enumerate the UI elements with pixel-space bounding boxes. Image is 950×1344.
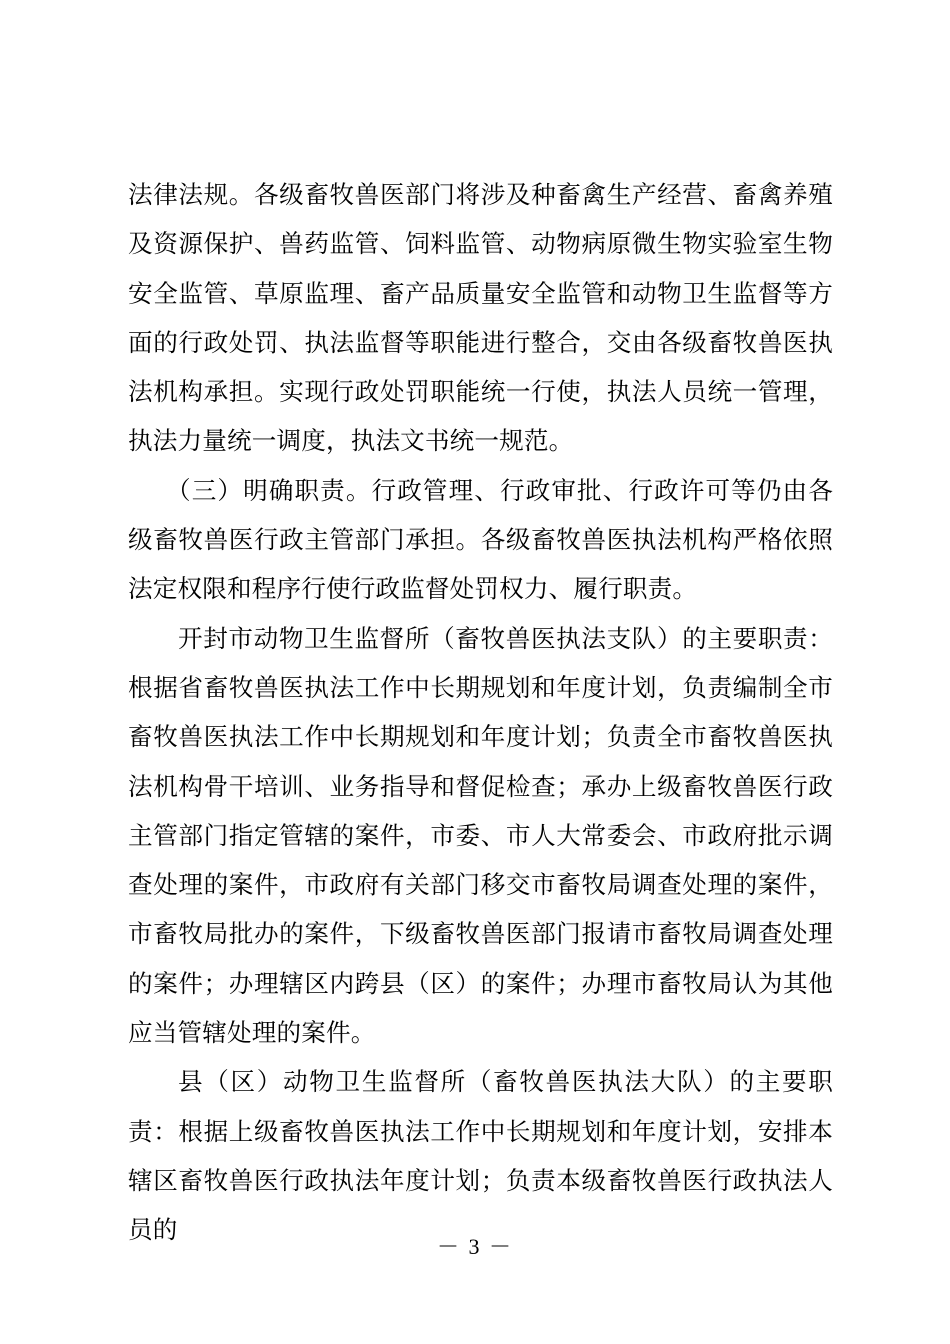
paragraph-county-duties: 县（区）动物卫生监督所（畜牧兽医执法大队）的主要职责：根据上级畜牧兽医执法工作中长期规划和年度计划，安排本辖区畜牧兽医行政执法年度计划；负责本级畜牧兽医行政执法人员的: [128, 1067, 833, 1245]
page-number: － 3 －: [436, 1234, 513, 1259]
paragraph-section-three: （三）明确职责。行政管理、行政审批、行政许可等仍由各级畜牧兽医行政主管部门承担。各级畜牧兽医执法机构严格依照法定权限和程序行使行政监督处罚权力、履行职责。: [128, 475, 833, 604]
paragraph-city-duties: 开封市动物卫生监督所（畜牧兽医执法支队）的主要职责：根据省畜牧兽医执法工作中长期规划和年度计划，负责编制全市畜牧兽医执法工作中长期规划和年度计划；负责全市畜牧兽医执法机构骨干培训、业务指导和督促检查；承办上级畜牧兽医行政主管部门指定管辖的案件，市委、市人大常委会、市政府批示调查处理的案件，市政府有关部门移交市畜牧局调查处理的案件，市畜牧局批办的案件，下级畜牧兽医部门报请市畜牧局调查处理的案件；办理辖区内跨县（区）的案件；办理市畜牧局认为其他应当管辖处理的案件。: [128, 623, 833, 1048]
paragraph-continuation: 法律法规。各级畜牧兽医部门将涉及种畜禽生产经营、畜禽养殖及资源保护、兽药监管、饲料监管、动物病原微生物实验室生物安全监管、草原监理、畜产品质量安全监管和动物卫生监督等方面的行政处罚、执法监督等职能进行整合，交由各级畜牧兽医执法机构承担。实现行政处罚职能统一行使，执法人员统一管理，执法力量统一调度，执法文书统一规范。: [128, 180, 833, 456]
document-body: [128, 170, 833, 1255]
